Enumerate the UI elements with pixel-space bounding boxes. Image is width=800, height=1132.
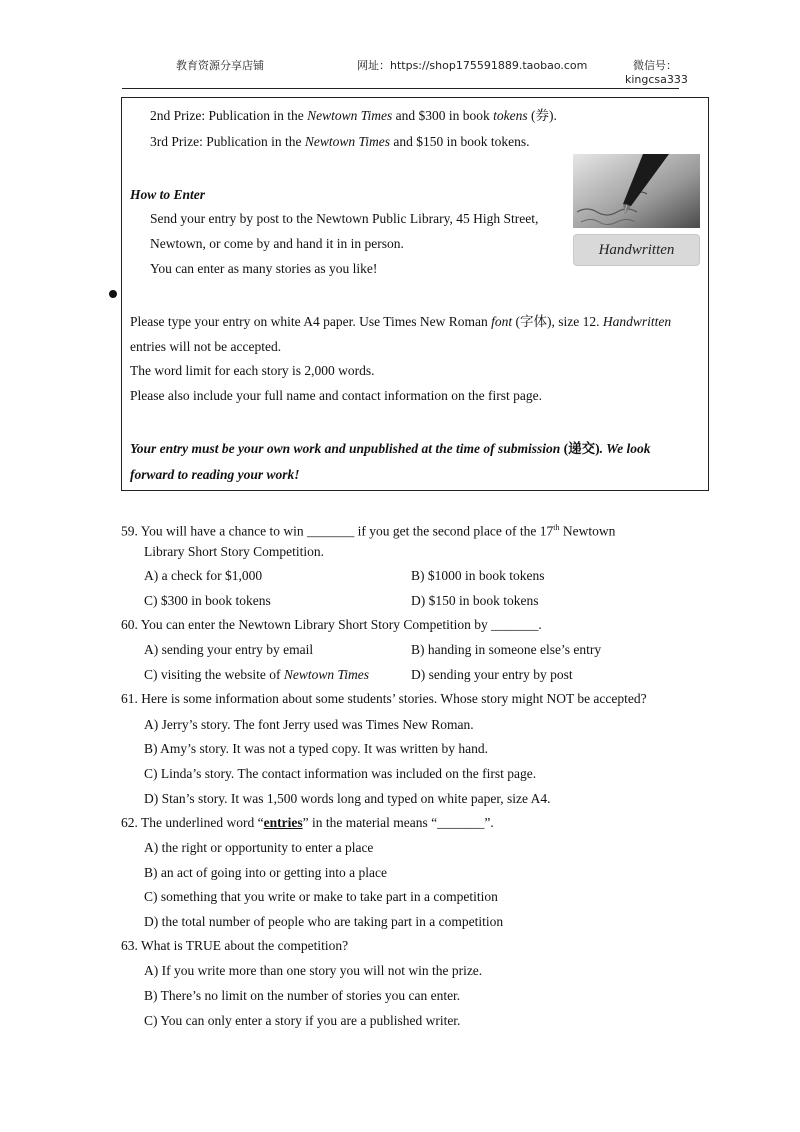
how-line-3: You can enter as many stories as you like! xyxy=(150,261,378,276)
bullet-dot xyxy=(109,290,117,298)
fountain-pen-photo xyxy=(573,154,700,228)
q61-option-c: C) Linda’s story. The contact information was included on the first page. xyxy=(144,766,537,781)
how-line-2: Newtown, or come by and hand it in in person. xyxy=(150,236,404,251)
closing-line-2: forward to reading your work! xyxy=(130,467,300,482)
q60-option-a: A) sending your entry by email xyxy=(144,642,314,657)
rules-line-2: entries will not be accepted. xyxy=(130,339,282,354)
question-61: 61. Here is some information about some students’ stories. Whose story might NOT be accepted? xyxy=(121,691,647,706)
q62-option-b: B) an act of going into or getting into a place xyxy=(144,865,387,880)
question-59: 59. You will have a chance to win _______ if you get the second place of the 17th Newtown xyxy=(121,523,616,539)
q63-option-b: B) There’s no limit on the number of stories you can enter. xyxy=(144,988,461,1003)
shop-name: 教育资源分享店铺 xyxy=(176,59,264,72)
q63-option-c: C) You can only enter a story if you are a published writer. xyxy=(144,1013,461,1028)
q59-option-c: C) $300 in book tokens xyxy=(144,593,271,608)
wechat-id: kingcsa333 xyxy=(625,73,688,86)
q59-option-b: B) $1000 in book tokens xyxy=(411,568,545,583)
header-rule xyxy=(122,88,679,89)
q60-option-d: D) sending your entry by post xyxy=(411,667,573,682)
shop-url: 网址：https://shop175591889.taobao.com xyxy=(357,59,588,72)
how-line-1: Send your entry by post to the Newtown Public Library, 45 High Street, xyxy=(150,211,539,226)
image-caption: Handwritten xyxy=(573,234,700,266)
q62-option-c: C) something that you write or make to take part in a competition xyxy=(144,889,498,904)
question-60: 60. You can enter the Newtown Library Short Story Competition by _______. xyxy=(121,617,542,632)
handwriting-image xyxy=(573,154,700,267)
q62-option-d: D) the total number of people who are taking part in a competition xyxy=(144,914,504,929)
prize-3rd: 3rd Prize: Publication in the Newtown Times and $150 in book tokens. xyxy=(150,134,530,149)
question-62: 62. The underlined word “entries” in the material means “_______”. xyxy=(121,815,494,830)
prize-2nd: 2nd Prize: Publication in the Newtown Times and $300 in book tokens (券). xyxy=(150,108,557,123)
q61-option-d: D) Stan’s story. It was 1,500 words long and typed on white paper, size A4. xyxy=(144,791,551,806)
how-to-enter-heading: How to Enter xyxy=(130,187,206,202)
closing-line-1: Your entry must be your own work and unpublished at the time of submission (递交). We look xyxy=(130,441,651,456)
q63-option-a: A) If you write more than one story you will not win the prize. xyxy=(144,963,483,978)
q60-option-c: C) visiting the website of Newtown Times xyxy=(144,667,369,682)
question-63: 63. What is TRUE about the competition? xyxy=(121,938,349,953)
question-59-cont: Library Short Story Competition. xyxy=(144,544,324,559)
rules-line-4: Please also include your full name and contact information on the first page. xyxy=(130,388,543,403)
q60-option-b: B) handing in someone else’s entry xyxy=(411,642,602,657)
q61-option-b: B) Amy’s story. It was not a typed copy. It was written by hand. xyxy=(144,741,488,756)
q62-option-a: A) the right or opportunity to enter a place xyxy=(144,840,374,855)
q59-option-d: D) $150 in book tokens xyxy=(411,593,539,608)
q59-option-a: A) a check for $1,000 xyxy=(144,568,263,583)
rules-line-1: Please type your entry on white A4 paper. Use Times New Roman font (字体), size 12. Handwritten xyxy=(130,314,672,329)
rules-line-3: The word limit for each story is 2,000 words. xyxy=(130,363,375,378)
q61-option-a: A) Jerry’s story. The font Jerry used was Times New Roman. xyxy=(144,717,474,732)
wechat-label: 微信号： xyxy=(633,59,677,72)
